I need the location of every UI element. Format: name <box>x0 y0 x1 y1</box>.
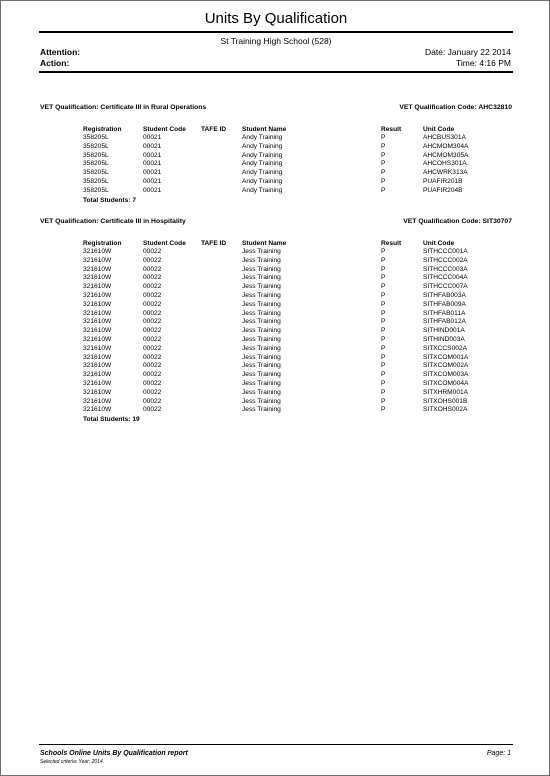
col-student-name: Student Name <box>242 240 287 247</box>
cell-student-code: 00021 <box>143 151 162 159</box>
qualification-code: VET Qualification Code: SIT30707 <box>403 218 512 225</box>
table-row <box>40 292 512 301</box>
cell-result: P <box>381 335 386 343</box>
cell-student-name: Jess Training <box>242 256 281 264</box>
cell-registration: 321610W <box>83 379 112 387</box>
footer-criteria: Selected criteria: Year: 2014. <box>40 759 105 765</box>
cell-student-code: 00022 <box>143 300 162 308</box>
col-unit-code: Unit Code <box>423 240 455 247</box>
cell-student-name: Jess Training <box>242 353 281 361</box>
cell-unit-code: AHCOHS301A <box>423 160 467 168</box>
cell-unit-code: SITXCOM004A <box>423 379 469 387</box>
cell-student-name: Andy Training <box>242 186 283 194</box>
cell-student-code: 00021 <box>143 186 162 194</box>
col-tafe-id: TAFE ID <box>201 240 227 247</box>
cell-student-name: Andy Training <box>242 134 283 141</box>
cell-registration: 321610W <box>83 362 112 370</box>
table-row <box>40 152 512 161</box>
cell-result: P <box>381 248 386 255</box>
table-row <box>40 345 512 354</box>
cell-student-code: 00022 <box>143 291 162 299</box>
cell-registration: 321610W <box>83 353 112 361</box>
table-row <box>40 354 512 363</box>
cell-student-name: Jess Training <box>242 274 281 282</box>
table-row <box>40 143 512 152</box>
cell-unit-code: SITHCCC004A <box>423 274 468 282</box>
cell-unit-code: SITHCCC001A <box>423 248 468 255</box>
cell-registration: 321610W <box>83 335 112 343</box>
table-row <box>40 266 512 275</box>
cell-unit-code: SITHCCC007A <box>423 283 468 291</box>
cell-student-code: 00021 <box>143 160 162 168</box>
title-divider <box>39 31 513 33</box>
cell-student-name: Jess Training <box>242 362 281 370</box>
cell-student-name: Jess Training <box>242 371 281 379</box>
cell-student-code: 00022 <box>143 362 162 370</box>
cell-registration: 358205L <box>83 134 109 141</box>
cell-registration: 358205L <box>83 177 109 185</box>
cell-result: P <box>381 309 386 317</box>
cell-result: P <box>381 371 386 379</box>
table-row <box>40 187 512 196</box>
cell-student-name: Jess Training <box>242 335 281 343</box>
cell-registration: 321610W <box>83 274 112 282</box>
cell-student-code: 00022 <box>143 265 162 273</box>
action-label: Action: <box>40 58 70 68</box>
cell-student-name: Andy Training <box>242 169 283 177</box>
report-time: Time: 4:16 PM <box>456 58 511 68</box>
cell-student-name: Jess Training <box>242 397 281 405</box>
cell-student-code: 00022 <box>143 406 162 414</box>
table-row <box>40 160 512 169</box>
cell-registration: 321610W <box>83 327 112 335</box>
col-student-code: Student Code <box>143 126 186 133</box>
cell-registration: 358205L <box>83 142 109 150</box>
cell-unit-code: SITHFAB012A <box>423 318 466 326</box>
table-row <box>40 283 512 292</box>
cell-registration: 321610W <box>83 406 112 414</box>
cell-unit-code: AHCBUS301A <box>423 134 466 141</box>
table-row <box>40 389 512 398</box>
cell-registration: 358205L <box>83 160 109 168</box>
qualification-code: VET Qualification Code: AHC32810 <box>399 104 512 111</box>
cell-student-name: Jess Training <box>242 327 281 335</box>
cell-result: P <box>381 134 386 141</box>
cell-registration: 321610W <box>83 265 112 273</box>
footer-page-number: Page: 1 <box>486 750 511 757</box>
attention-label: Attention: <box>40 47 81 57</box>
cell-unit-code: PUAFIR204B <box>423 186 463 194</box>
table-row <box>40 301 512 310</box>
cell-registration: 321610W <box>83 309 112 317</box>
table-row <box>40 318 512 327</box>
cell-unit-code: SITXCOM002A <box>423 362 469 370</box>
cell-result: P <box>381 353 386 361</box>
section-heading <box>40 104 512 116</box>
cell-unit-code: AHCWRK313A <box>423 169 468 177</box>
school-name: St Training High School (528) <box>220 36 332 46</box>
cell-student-name: Jess Training <box>242 291 281 299</box>
cell-student-code: 00022 <box>143 309 162 317</box>
cell-unit-code: AHCMOM305A <box>423 151 469 159</box>
cell-student-name: Andy Training <box>242 151 283 159</box>
report-title: Units By Qualification <box>204 10 348 27</box>
cell-student-code: 00022 <box>143 388 162 396</box>
table-row <box>40 274 512 283</box>
cell-student-code: 00021 <box>143 134 162 141</box>
cell-student-name: Jess Training <box>242 318 281 326</box>
cell-unit-code: SITXHRM001A <box>423 388 469 396</box>
table-row <box>40 362 512 371</box>
cell-result: P <box>381 274 386 282</box>
cell-student-code: 00022 <box>143 335 162 343</box>
cell-unit-code: SITXCOM003A <box>423 371 469 379</box>
cell-student-name: Jess Training <box>242 283 281 291</box>
cell-unit-code: SITHFAB003A <box>423 291 466 299</box>
col-result: Result <box>381 126 402 133</box>
total-students: Total Students: 19 <box>83 416 140 424</box>
cell-unit-code: SITXCOM001A <box>423 353 469 361</box>
col-registration: Registration <box>83 240 122 247</box>
cell-student-code: 00022 <box>143 397 162 405</box>
cell-result: P <box>381 142 386 150</box>
cell-result: P <box>381 406 386 414</box>
table-row <box>40 406 512 415</box>
cell-registration: 321610W <box>83 318 112 326</box>
cell-result: P <box>381 379 386 387</box>
cell-student-name: Jess Training <box>242 406 281 414</box>
cell-result: P <box>381 283 386 291</box>
table-row <box>40 371 512 380</box>
cell-student-code: 00021 <box>143 142 162 150</box>
cell-result: P <box>381 291 386 299</box>
cell-student-name: Jess Training <box>242 388 281 396</box>
table-row <box>40 248 512 257</box>
cell-student-code: 00022 <box>143 353 162 361</box>
table-row <box>40 134 512 143</box>
cell-registration: 321610W <box>83 248 112 255</box>
section-rows <box>40 134 512 196</box>
cell-unit-code: SITHCCC002A <box>423 256 468 264</box>
cell-result: P <box>381 169 386 177</box>
cell-student-name: Jess Training <box>242 379 281 387</box>
total-students: Total Students: 7 <box>83 196 136 204</box>
cell-student-code: 00022 <box>143 379 162 387</box>
cell-result: P <box>381 160 386 168</box>
header-divider <box>39 71 513 73</box>
cell-student-code: 00021 <box>143 177 162 185</box>
col-student-name: Student Name <box>242 126 287 133</box>
cell-result: P <box>381 177 386 185</box>
cell-registration: 321610W <box>83 283 112 291</box>
cell-student-name: Andy Training <box>242 177 283 185</box>
cell-registration: 321610W <box>83 256 112 264</box>
qualification-name: VET Qualification: Certificate III in Hospitality <box>40 218 186 225</box>
cell-student-name: Jess Training <box>242 248 281 255</box>
table-row <box>40 169 512 178</box>
cell-student-name: Jess Training <box>242 344 281 352</box>
table-row <box>40 327 512 336</box>
cell-registration: 358205L <box>83 186 109 194</box>
cell-unit-code: SITHIND001A <box>423 327 465 335</box>
cell-unit-code: SITHFAB011A <box>423 309 466 317</box>
cell-unit-code: SITXOHS002A <box>423 406 468 414</box>
cell-student-code: 00022 <box>143 283 162 291</box>
cell-result: P <box>381 265 386 273</box>
cell-unit-code: AHCMOM304A <box>423 142 469 150</box>
cell-registration: 358205L <box>83 169 109 177</box>
col-student-code: Student Code <box>143 240 186 247</box>
cell-student-name: Jess Training <box>242 300 281 308</box>
cell-student-name: Jess Training <box>242 309 281 317</box>
cell-student-code: 00022 <box>143 327 162 335</box>
cell-student-code: 00022 <box>143 371 162 379</box>
col-result: Result <box>381 240 402 247</box>
cell-student-name: Andy Training <box>242 142 283 150</box>
cell-registration: 321610W <box>83 371 112 379</box>
table-row <box>40 336 512 345</box>
table-row <box>40 178 512 187</box>
cell-student-code: 00021 <box>143 169 162 177</box>
report-date: Date: January 22 2014 <box>424 47 511 57</box>
cell-result: P <box>381 344 386 352</box>
cell-unit-code: PUAFIR201B <box>423 177 463 185</box>
cell-result: P <box>381 318 386 326</box>
qualification-section <box>40 218 512 424</box>
cell-unit-code: SITHIND003A <box>423 335 465 343</box>
cell-student-code: 00022 <box>143 274 162 282</box>
column-headers <box>40 240 512 248</box>
cell-result: P <box>381 186 386 194</box>
cell-student-code: 00022 <box>143 344 162 352</box>
cell-student-code: 00022 <box>143 248 162 255</box>
table-row <box>40 257 512 266</box>
cell-result: P <box>381 388 386 396</box>
section-rows <box>40 248 512 415</box>
cell-result: P <box>381 397 386 405</box>
cell-result: P <box>381 300 386 308</box>
footer-report-name: Schools Online Units By Qualification report <box>40 750 188 757</box>
table-row <box>40 380 512 389</box>
cell-result: P <box>381 327 386 335</box>
cell-unit-code: SITXCCS002A <box>423 344 467 352</box>
cell-unit-code: SITHFAB009A <box>423 300 466 308</box>
cell-unit-code: SITHCCC003A <box>423 265 468 273</box>
cell-registration: 321610W <box>83 397 112 405</box>
col-registration: Registration <box>83 126 122 133</box>
qualification-section <box>40 104 512 205</box>
col-unit-code: Unit Code <box>423 126 455 133</box>
cell-student-code: 00022 <box>143 318 162 326</box>
cell-student-name: Jess Training <box>242 265 281 273</box>
cell-registration: 358205L <box>83 151 109 159</box>
table-row <box>40 398 512 407</box>
cell-student-name: Andy Training <box>242 160 283 168</box>
cell-result: P <box>381 362 386 370</box>
cell-registration: 321610W <box>83 300 112 308</box>
cell-result: P <box>381 256 386 264</box>
cell-student-code: 00022 <box>143 256 162 264</box>
table-row <box>40 310 512 319</box>
cell-registration: 321610W <box>83 291 112 299</box>
qualification-name: VET Qualification: Certificate III in Rural Operations <box>40 104 207 111</box>
column-headers <box>40 126 512 134</box>
section-heading <box>40 218 512 230</box>
cell-result: P <box>381 151 386 159</box>
cell-registration: 321610W <box>83 344 112 352</box>
col-tafe-id: TAFE ID <box>201 126 227 133</box>
cell-registration: 321610W <box>83 388 112 396</box>
footer-divider <box>39 744 513 745</box>
cell-unit-code: SITXOHS001B <box>423 397 468 405</box>
